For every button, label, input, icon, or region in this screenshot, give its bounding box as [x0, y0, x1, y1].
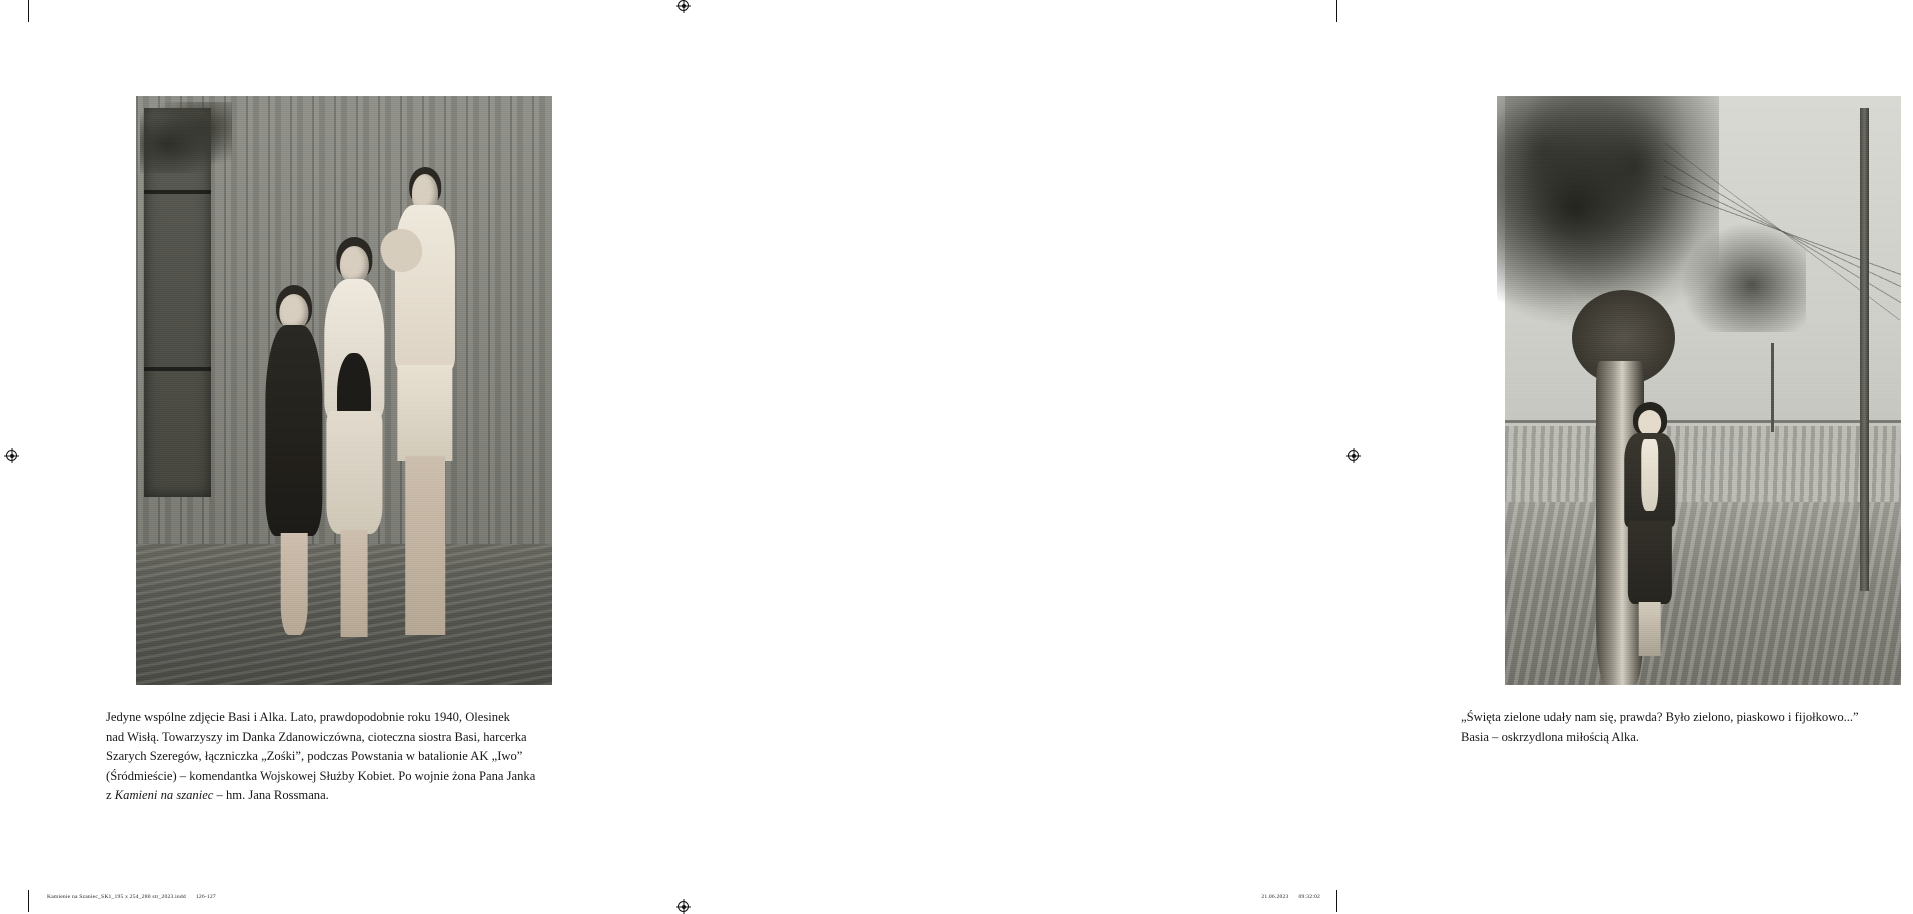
figure-head — [340, 246, 368, 283]
figure-blouse — [1641, 439, 1658, 512]
figure-woman-white-blouse — [319, 237, 390, 649]
figure-young-man — [386, 167, 465, 650]
caption-line: Jedyne wspólne zdjęcie Basi i Alka. Lato, prawdopodobnie roku 1940, Olesinek — [106, 710, 510, 724]
distant-telegraph-pole — [1771, 343, 1774, 431]
footer-filename: Kamienie na Szaniec_SK1_195 x 254_280 str_2023.indd — [47, 894, 186, 900]
figure-woman-dark-dress — [261, 285, 328, 650]
caption-line: (Śródmieście) – komendantka Wojskowej Służby Kobiet. Po wojnie żona Pana Janka — [106, 768, 536, 783]
figure-legs — [341, 530, 368, 637]
footer-file-slug — [47, 894, 216, 900]
photo-woman-by-pollarded-tree — [1505, 96, 1901, 685]
footer-timestamp — [1261, 894, 1320, 900]
figure-head — [1638, 410, 1662, 436]
distant-field — [1505, 426, 1901, 508]
footer-time: 09:32:02 — [1298, 894, 1320, 900]
photo-three-people-by-barn — [136, 96, 552, 685]
foreground-field — [1505, 502, 1901, 685]
caption-line: Basia – oskrzydlona miłością Alka. — [1461, 729, 1640, 744]
right-photo-caption — [1461, 708, 1913, 747]
telegraph-pole — [1860, 108, 1869, 591]
footer-date: 21.06.2023 — [1261, 894, 1289, 900]
caption-line: nad Wisłą. Towarzyszy im Danka Zdanowiczówna, cioteczna siostra Basi, harcerka — [106, 729, 527, 744]
figure-skirt — [327, 411, 382, 535]
horizon-line — [1505, 420, 1901, 423]
figure-skirt — [1627, 521, 1671, 604]
tree-branch-right — [1671, 214, 1806, 332]
figure-legs — [281, 533, 308, 635]
caption-line: „Święta zielone udały nam się, prawda? Było zielono, piaskowo i fijołkowo...” — [1461, 710, 1859, 724]
left-page — [0, 0, 683, 912]
figure-shorts — [397, 365, 452, 462]
figure-woman-standing — [1624, 402, 1675, 661]
book-title-italic: Kamieni na szaniec — [114, 788, 214, 803]
figure-legs — [405, 456, 445, 635]
caption-text-suffix: – hm. Jana Rossmana. — [213, 788, 329, 803]
figure-dress — [265, 325, 322, 537]
caption-text-prefix: z — [106, 788, 115, 803]
figure-legs — [1638, 602, 1661, 656]
left-photo-caption — [106, 708, 582, 806]
footer-page-numbers: 126-127 — [195, 894, 216, 900]
barn-door-brace-upper — [144, 190, 211, 194]
caption-line-with-title — [106, 786, 582, 806]
foliage-overhang — [140, 102, 232, 173]
barn-door-brace-lower — [144, 367, 211, 371]
caption-line: Szarych Szeregów, łączniczka „Zośki”, podczas Powstania w batalionie AK „Iwo” — [106, 749, 523, 764]
right-page — [683, 0, 1859, 912]
